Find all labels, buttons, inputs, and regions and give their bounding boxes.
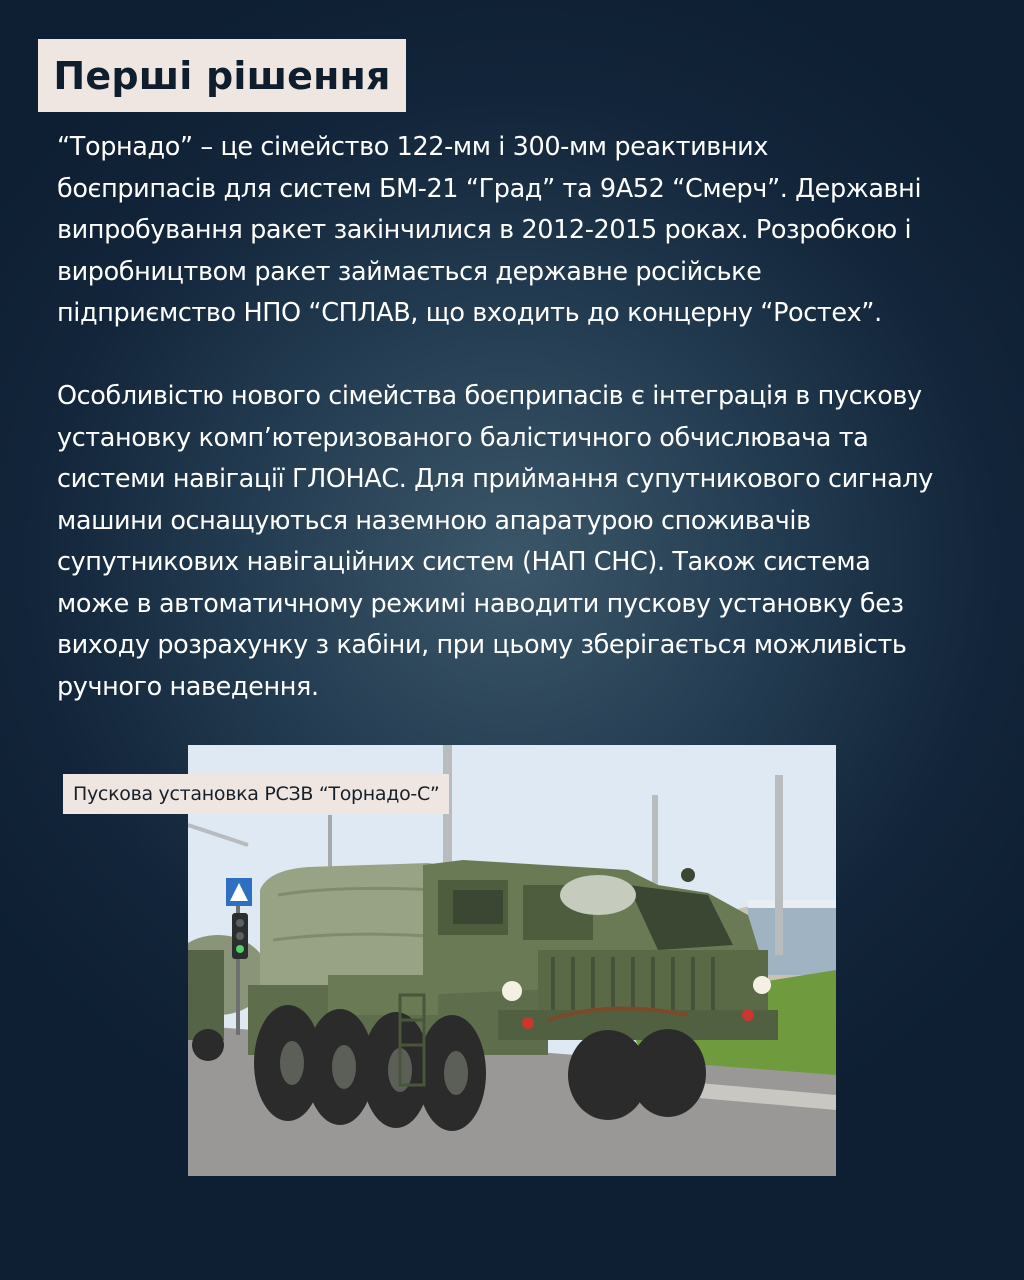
title-box (38, 39, 406, 112)
photo-caption: Пускова установка РСЗВ “Торнадо-С” (63, 774, 449, 814)
body-text (57, 127, 992, 708)
paragraph-2: Особливістю нового сімейства боєприпасів є інтеграція в пускову установку комп’ютеризованого балістичного обчислювача та системи навігації ГЛОНАС. Для приймання супутникового сигналу машини оснащуються наземною апаратурою споживачів супутникових навігаційних систем (НАП СНС). Також система може в автоматичному режимі наводити пускову установку без виходу розрахунку з кабіни, при цьому зберігається можливість ручного наведення. (57, 381, 933, 702)
page-title: Перші рішення (53, 53, 391, 98)
paragraph-1: “Торнадо” – це сімейство 122-мм і 300-мм реактивних боєприпасів для систем БМ-21 “Град” та 9А52 “Смерч”. Державні випробування ракет закінчилися в 2012-2015 роках. Розробкою і виробництвом ракет займається державне російське підприємство НПО “СПЛАВ, що входить до концерну “Ростех”. (57, 132, 922, 328)
